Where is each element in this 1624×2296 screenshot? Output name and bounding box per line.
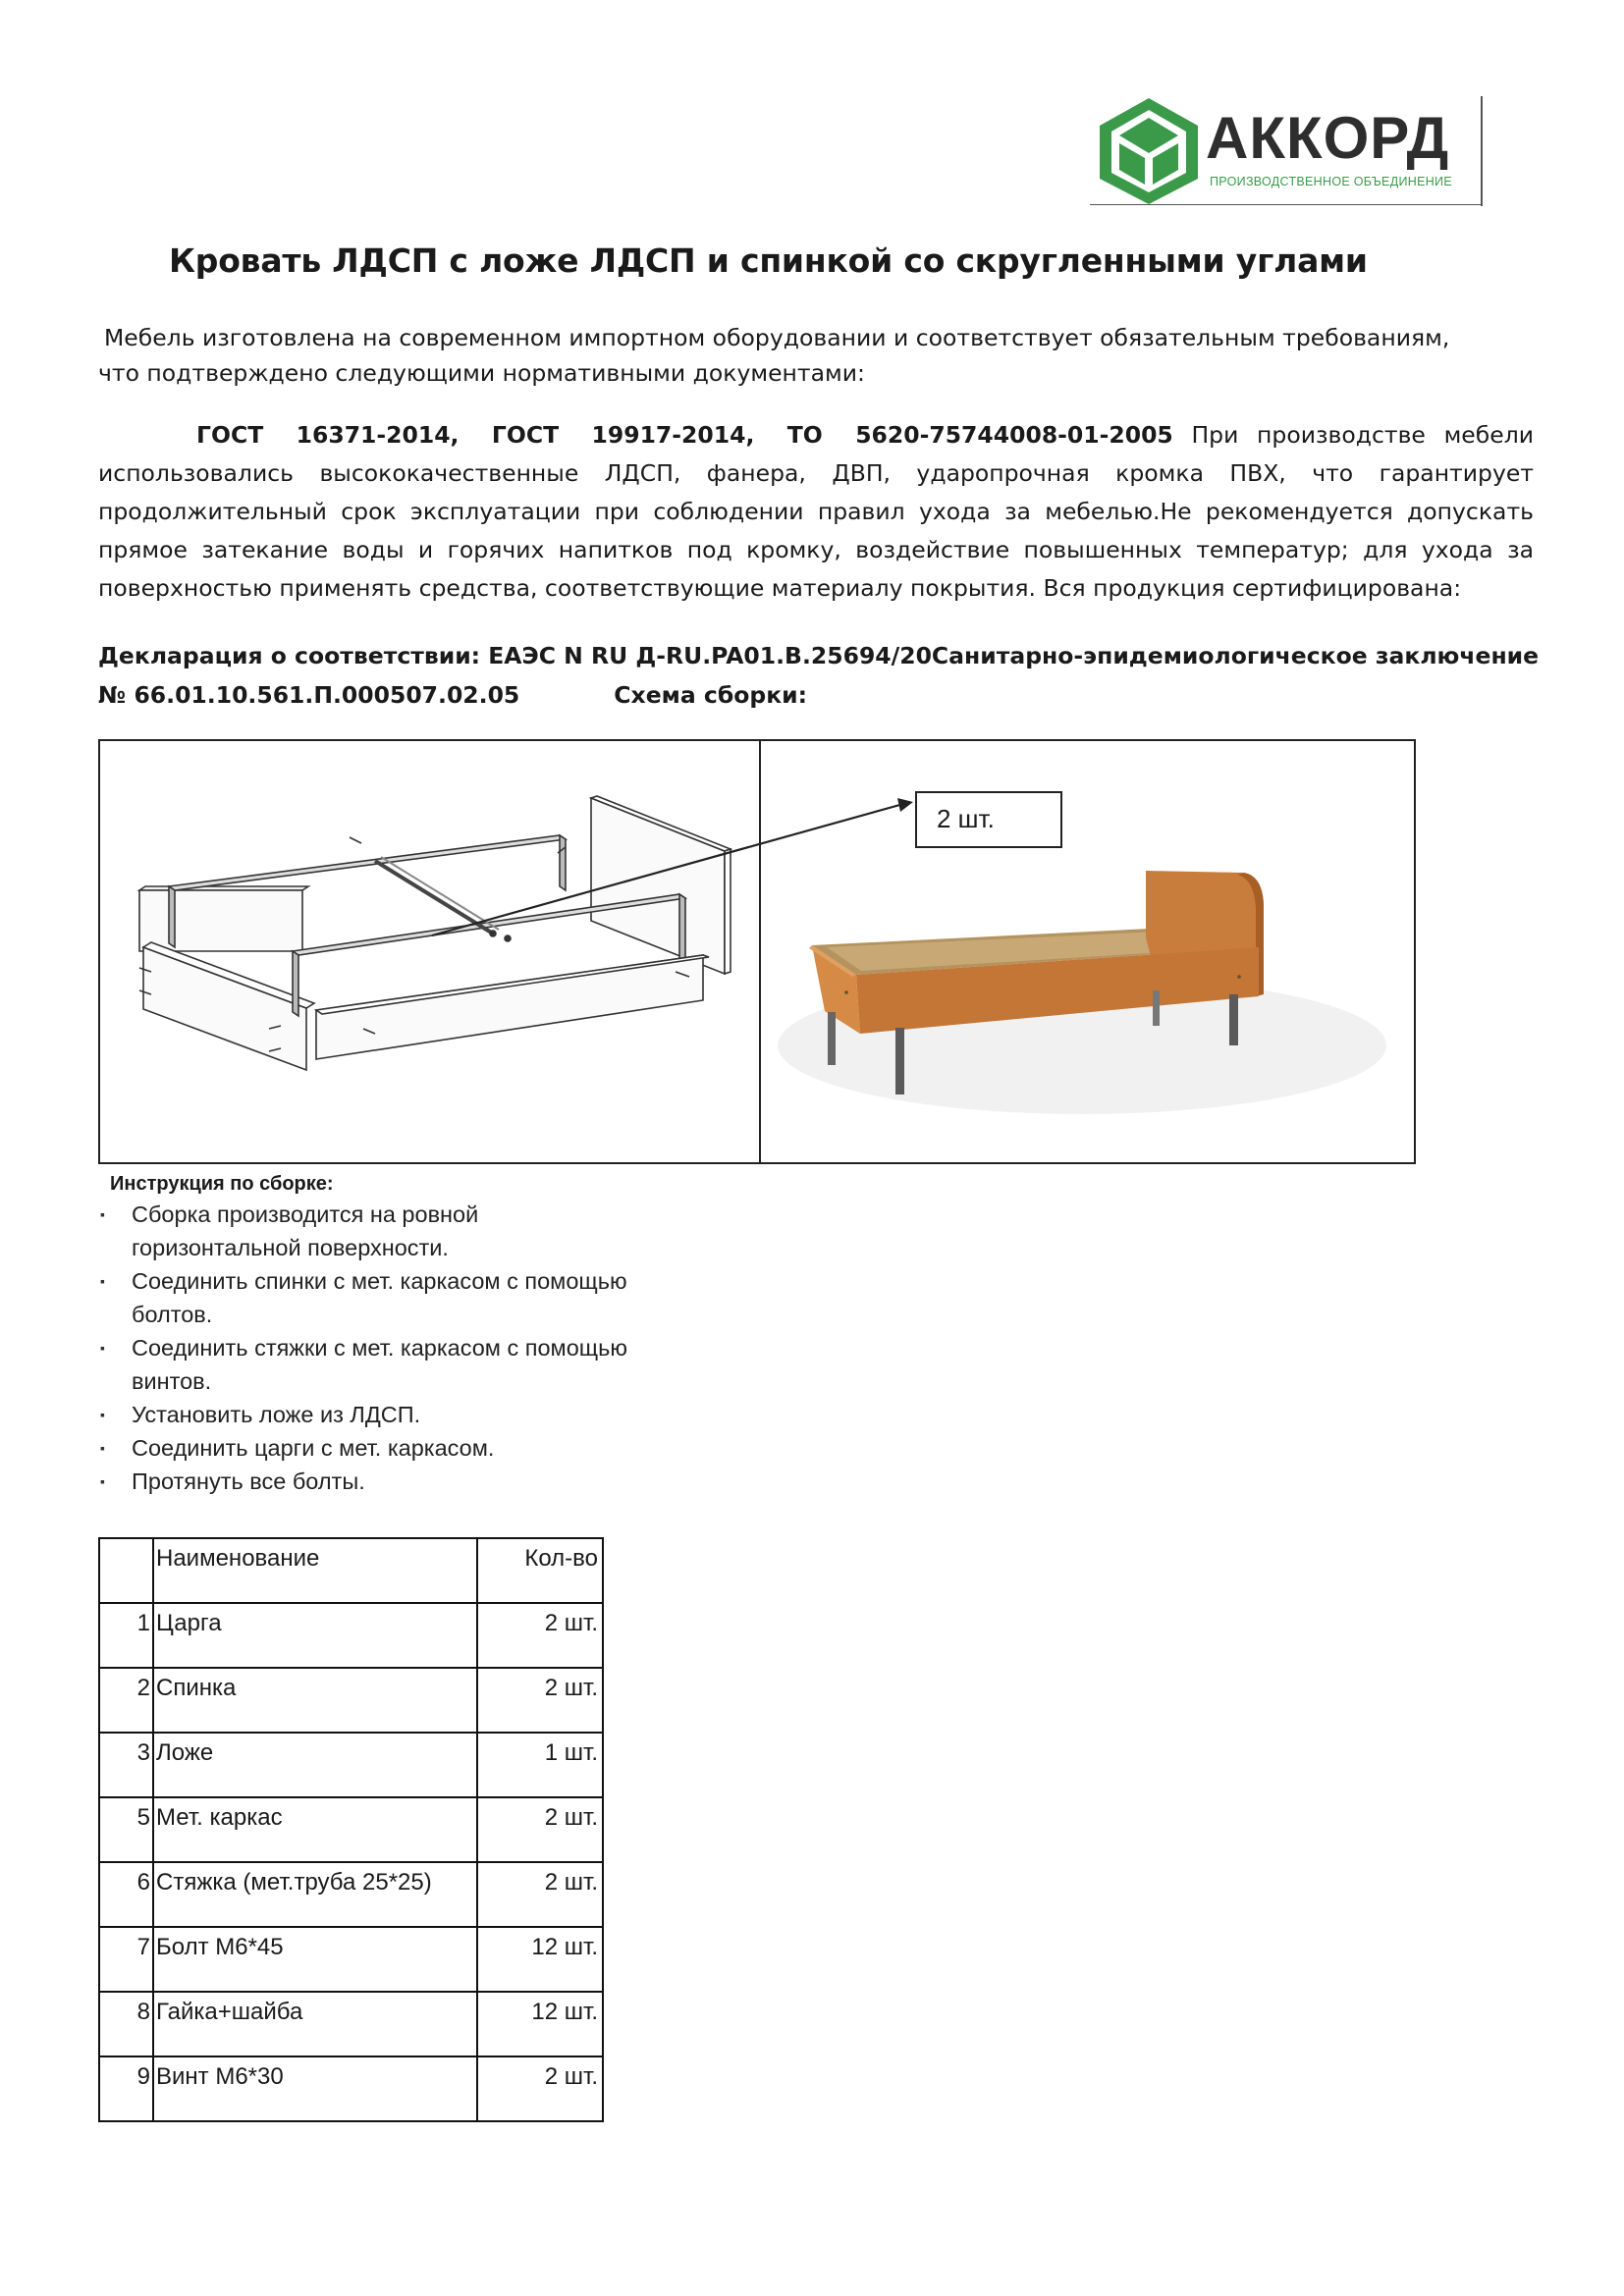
bed-photo <box>778 871 1386 1114</box>
row-number: 7 <box>99 1927 153 1992</box>
body-paragraph <box>98 416 1534 608</box>
row-number: 2 <box>99 1668 153 1733</box>
logo-border <box>1481 96 1483 206</box>
exploded-diagram <box>139 796 731 1070</box>
table-row <box>99 1862 603 1927</box>
row-qty: 12 шт. <box>477 1992 603 2056</box>
cube-logo-icon <box>1096 96 1202 206</box>
row-qty: 2 шт. <box>477 2056 603 2121</box>
row-qty: 1 шт. <box>477 1733 603 1797</box>
assembly-drawing <box>100 741 1414 1162</box>
header-cell-number <box>99 1538 153 1603</box>
row-name: Мет. каркас <box>153 1797 477 1862</box>
instruction-item: ▪ Соединить стяжки с мет. каркасом с помощью <box>100 1335 627 1361</box>
table-row <box>99 1992 603 2056</box>
table-row <box>99 1927 603 1992</box>
parts-table <box>98 1537 604 2122</box>
standards-list: ГОСТ 16371-2014, ГОСТ 19917-2014, ТО 5620-75744008-01-2005 <box>196 421 1173 449</box>
logo-brand: АККОРД <box>1206 105 1450 171</box>
row-number: 9 <box>99 2056 153 2121</box>
logo-tagline: ПРОИЗВОДСТВЕННОЕ ОБЪЕДИНЕНИЕ <box>1210 175 1452 188</box>
row-name: Стяжка (мет.труба 25*25) <box>153 1862 477 1927</box>
row-qty: 2 шт. <box>477 1862 603 1927</box>
header-cell-qty: Кол-во <box>477 1538 603 1603</box>
declaration-number: № 66.01.10.561.П.000507.02.05 <box>98 681 520 709</box>
instructions-list <box>100 1198 715 1498</box>
instruction-item: ▪ Соединить спинки с мет. каркасом с помощью <box>100 1268 627 1294</box>
row-name: Спинка <box>153 1668 477 1733</box>
row-qty: 12 шт. <box>477 1927 603 1992</box>
row-number: 3 <box>99 1733 153 1797</box>
row-qty: 2 шт. <box>477 1668 603 1733</box>
row-name: Болт М6*45 <box>153 1927 477 1992</box>
logo-underline <box>1090 204 1483 205</box>
instruction-item: ▪ Сборка производится на ровной <box>100 1201 479 1227</box>
assembly-figure <box>98 739 1416 1164</box>
table-row <box>99 1733 603 1797</box>
instructions-heading: Инструкция по сборке: <box>110 1173 334 1195</box>
header-cell-name: Наименование <box>153 1538 477 1603</box>
instruction-item-continued: горизонтальной поверхности. <box>132 1235 449 1260</box>
quantity-callout: 2 шт. <box>915 791 1062 848</box>
intro-line-2: что подтверждено следующими нормативными документами: <box>98 359 865 387</box>
instruction-item: ▪ Соединить царги с мет. каркасом. <box>100 1435 495 1461</box>
table-row <box>99 2056 603 2121</box>
intro-line-1: Мебель изготовлена на современном импортном оборудовании и соответствует обязательным требованиям, <box>104 324 1450 351</box>
table-row <box>99 1603 603 1668</box>
instruction-item-continued: винтов. <box>132 1368 212 1394</box>
body-text: При производстве мебели использовались высококачественные ЛДСП, фанера, ДВП, ударопрочная кромка ПВХ, что гарантирует продолжительный срок эксплуатации при соблюдении правил ухода за мебелью.Не рекомендуется допускать прямое затекание воды и горячих напитков под кромку, воздействие повышенных температур; для ухода за поверхностью применять средства, соответствующие материалу покрытия. Вся продукция сертифицирована: <box>98 421 1535 602</box>
row-name: Ложе <box>153 1733 477 1797</box>
row-name: Царга <box>153 1603 477 1668</box>
instruction-item-continued: болтов. <box>132 1302 213 1327</box>
instruction-item: ▪ Протянуть все болты. <box>100 1468 365 1494</box>
row-number: 6 <box>99 1862 153 1927</box>
company-logo <box>1090 96 1483 206</box>
declaration-line: Декларация о соответствии: ЕАЭС N RU Д-RU.PA01.B.25694/20Санитарно-эпидемиологическое заключение <box>98 642 1540 669</box>
table-row <box>99 1797 603 1862</box>
table-row <box>99 1668 603 1733</box>
intro-paragraph <box>98 320 1534 391</box>
declaration-block <box>98 636 1551 715</box>
page-title: Кровать ЛДСП с ложе ЛДСП и спинкой со скругленными углами <box>169 241 1368 280</box>
instruction-item: ▪ Установить ложе из ЛДСП. <box>100 1402 421 1427</box>
assembly-scheme-label: Схема сборки: <box>614 681 808 709</box>
figure-divider <box>759 741 761 1162</box>
row-name: Винт М6*30 <box>153 2056 477 2121</box>
row-number: 1 <box>99 1603 153 1668</box>
row-qty: 2 шт. <box>477 1603 603 1668</box>
row-number: 8 <box>99 1992 153 2056</box>
row-qty: 2 шт. <box>477 1797 603 1862</box>
row-name: Гайка+шайба <box>153 1992 477 2056</box>
assembly-instructions <box>100 1170 715 1498</box>
row-number: 5 <box>99 1797 153 1862</box>
table-header-row <box>99 1538 603 1603</box>
